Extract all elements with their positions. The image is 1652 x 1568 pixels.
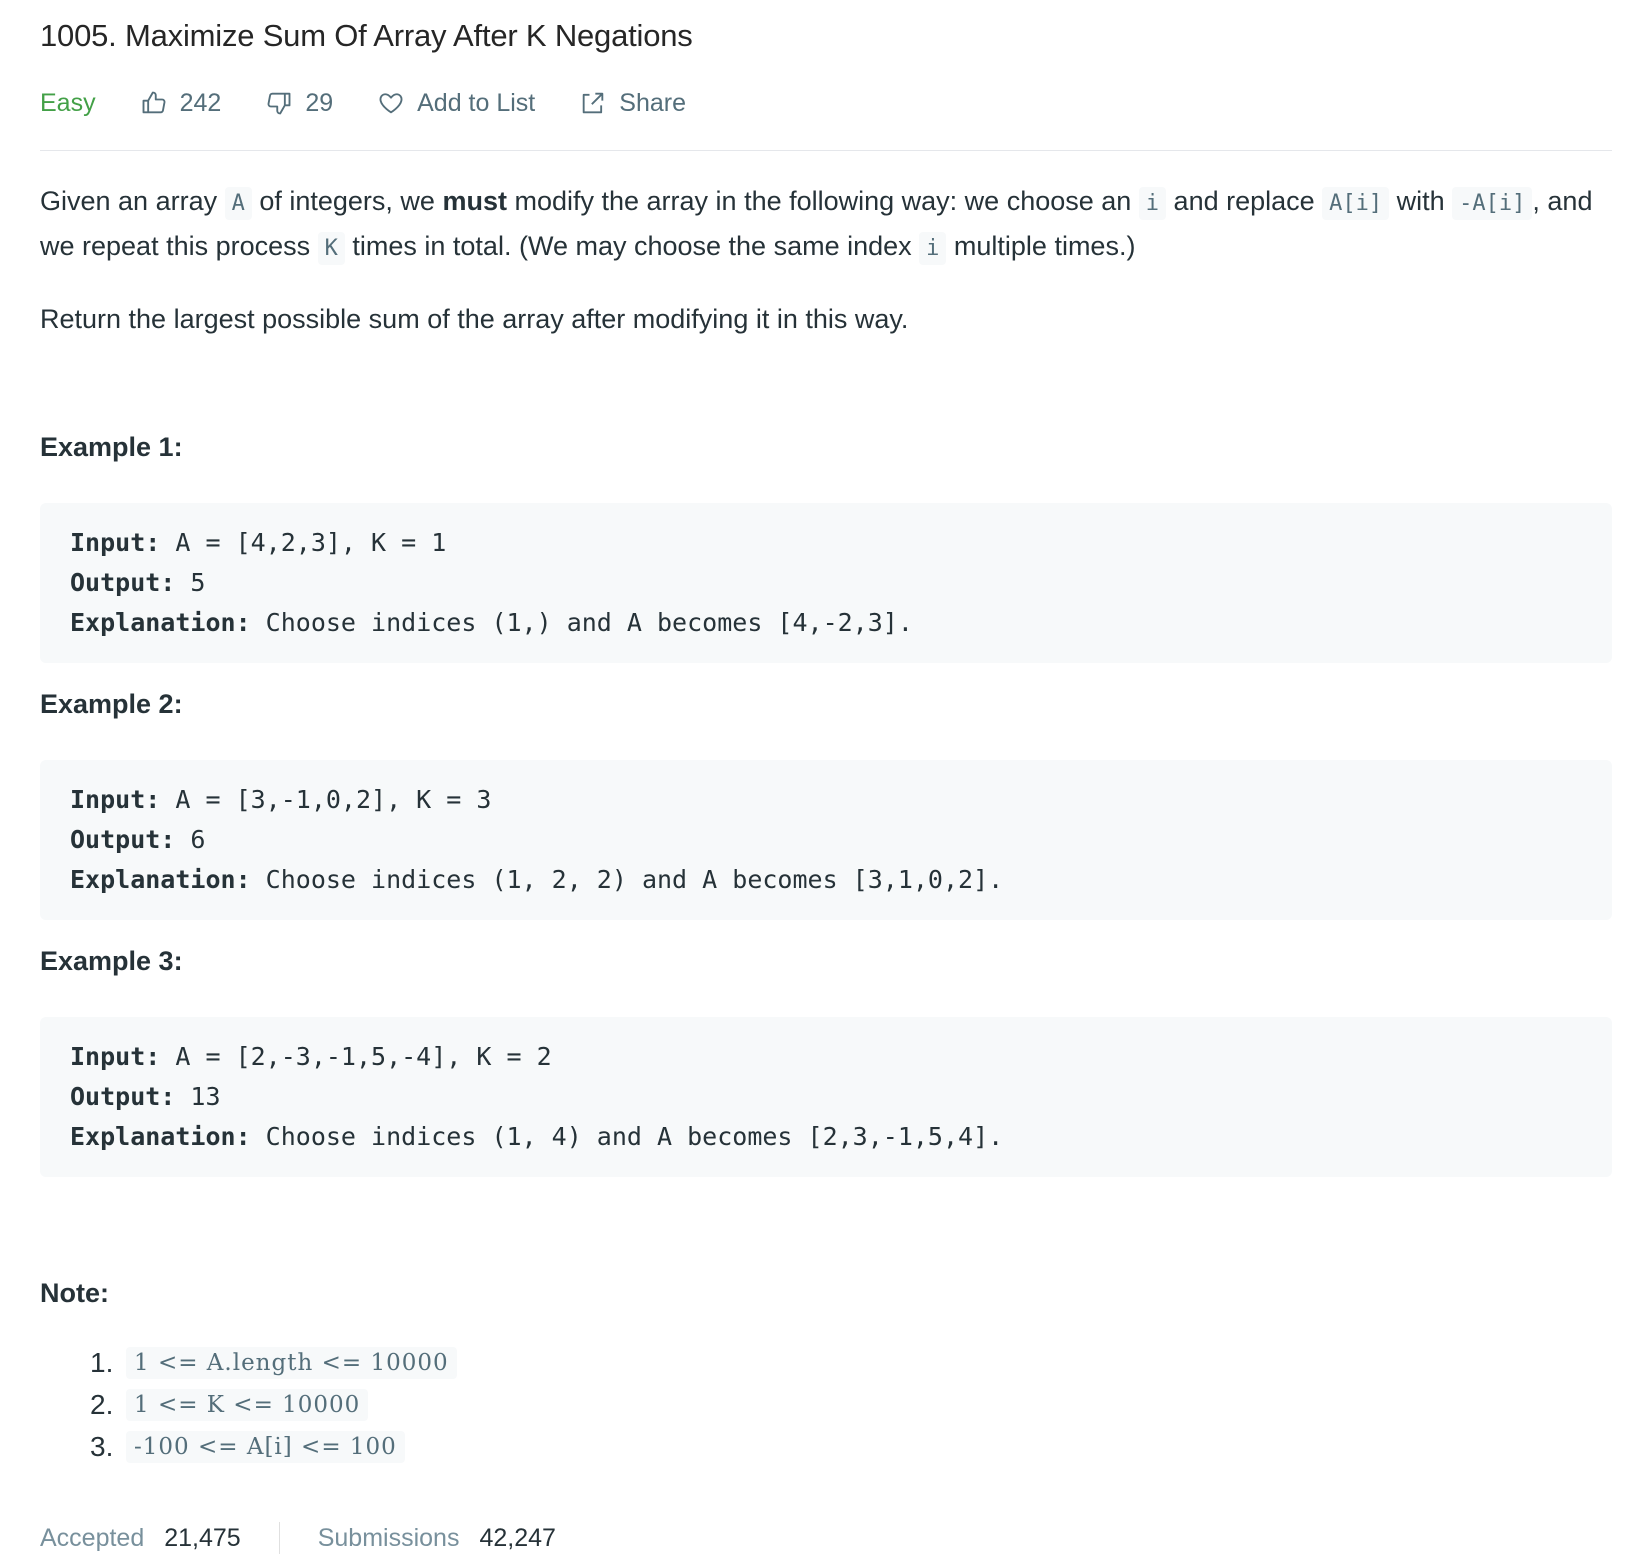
example-input: A = [2,-3,-1,5,-4], K = 2 <box>160 1042 552 1071</box>
description-paragraph-1: Given an array A of integers, we must modify the array in the following way: we choose an i and replace A[i] with -A[i] , and we repeat this process K times in total. (We may choose the same index i multiple times.) <box>40 180 1612 270</box>
example-heading: Example 2: <box>40 689 183 719</box>
problem-title: 1005. Maximize Sum Of Array After K Negations <box>40 18 693 53</box>
constraints-list <box>90 1342 457 1468</box>
list-item <box>90 1384 457 1426</box>
submission-stats <box>40 1522 556 1554</box>
example-heading: Example 1: <box>40 432 183 462</box>
explanation-label: Explanation: <box>70 608 251 637</box>
submissions-count: 42,247 <box>479 1523 556 1552</box>
submissions-label: Submissions <box>317 1523 460 1552</box>
input-label: Input: <box>70 785 161 814</box>
list-number: 3. <box>90 1431 114 1462</box>
like-button[interactable] <box>140 89 222 118</box>
explanation-label: Explanation: <box>70 865 251 894</box>
constraint-code: 1 <= A.length <= 10000 <box>126 1347 457 1379</box>
problem-description <box>40 180 1612 340</box>
accepted-label: Accepted <box>40 1523 145 1552</box>
example-input: A = [3,-1,0,2], K = 3 <box>160 785 492 814</box>
description-paragraph-2: Return the largest possible sum of the array after modifying it in this way. <box>40 304 909 334</box>
constraint-code: 1 <= K <= 10000 <box>126 1389 368 1421</box>
dislike-count: 29 <box>305 88 334 117</box>
example-output: 13 <box>175 1082 221 1111</box>
inline-code: i <box>1139 187 1166 220</box>
like-count: 242 <box>179 88 222 117</box>
thumbs-up-icon <box>140 89 168 117</box>
output-label: Output: <box>70 568 176 597</box>
example-explanation: Choose indices (1, 4) and A becomes [2,3,-1,5,4]. <box>250 1122 1004 1151</box>
share-icon <box>579 89 607 117</box>
note-heading: Note: <box>40 1278 109 1308</box>
emphasis-text: must <box>442 186 507 216</box>
constraint-code: -100 <= A[i] <= 100 <box>126 1431 405 1463</box>
difficulty-badge: Easy <box>40 88 96 117</box>
example-code-block <box>40 760 1612 920</box>
explanation-label: Explanation: <box>70 1122 251 1151</box>
add-to-list-button[interactable] <box>377 89 535 118</box>
inline-code: A[i] <box>1322 187 1389 220</box>
example-output: 5 <box>175 568 206 597</box>
dislike-button[interactable] <box>265 89 333 118</box>
input-label: Input: <box>70 1042 161 1071</box>
share-button[interactable] <box>579 89 686 118</box>
thumbs-down-icon <box>265 89 293 117</box>
problem-meta-bar <box>40 86 730 120</box>
output-label: Output: <box>70 1082 176 1111</box>
heart-icon <box>377 89 405 117</box>
stats-divider <box>279 1522 280 1554</box>
example-explanation: Choose indices (1,) and A becomes [4,-2,3]. <box>250 608 913 637</box>
input-label: Input: <box>70 528 161 557</box>
list-item <box>90 1342 457 1384</box>
share-label: Share <box>619 88 686 117</box>
inline-code: K <box>318 232 345 265</box>
accepted-count: 21,475 <box>164 1523 241 1552</box>
inline-code: i <box>919 232 946 265</box>
example-heading: Example 3: <box>40 946 183 976</box>
example-explanation: Choose indices (1, 2, 2) and A becomes [3,1,0,2]. <box>250 865 1004 894</box>
list-number: 2. <box>90 1389 114 1420</box>
list-number: 1. <box>90 1347 114 1378</box>
example-code-block <box>40 503 1612 663</box>
header-divider <box>40 150 1612 151</box>
inline-code: -A[i] <box>1452 187 1532 220</box>
add-to-list-label: Add to List <box>417 88 536 117</box>
example-input: A = [4,2,3], K = 1 <box>160 528 447 557</box>
list-item <box>90 1426 457 1468</box>
example-output: 6 <box>175 825 206 854</box>
inline-code: A <box>225 187 252 220</box>
example-code-block <box>40 1017 1612 1177</box>
output-label: Output: <box>70 825 176 854</box>
